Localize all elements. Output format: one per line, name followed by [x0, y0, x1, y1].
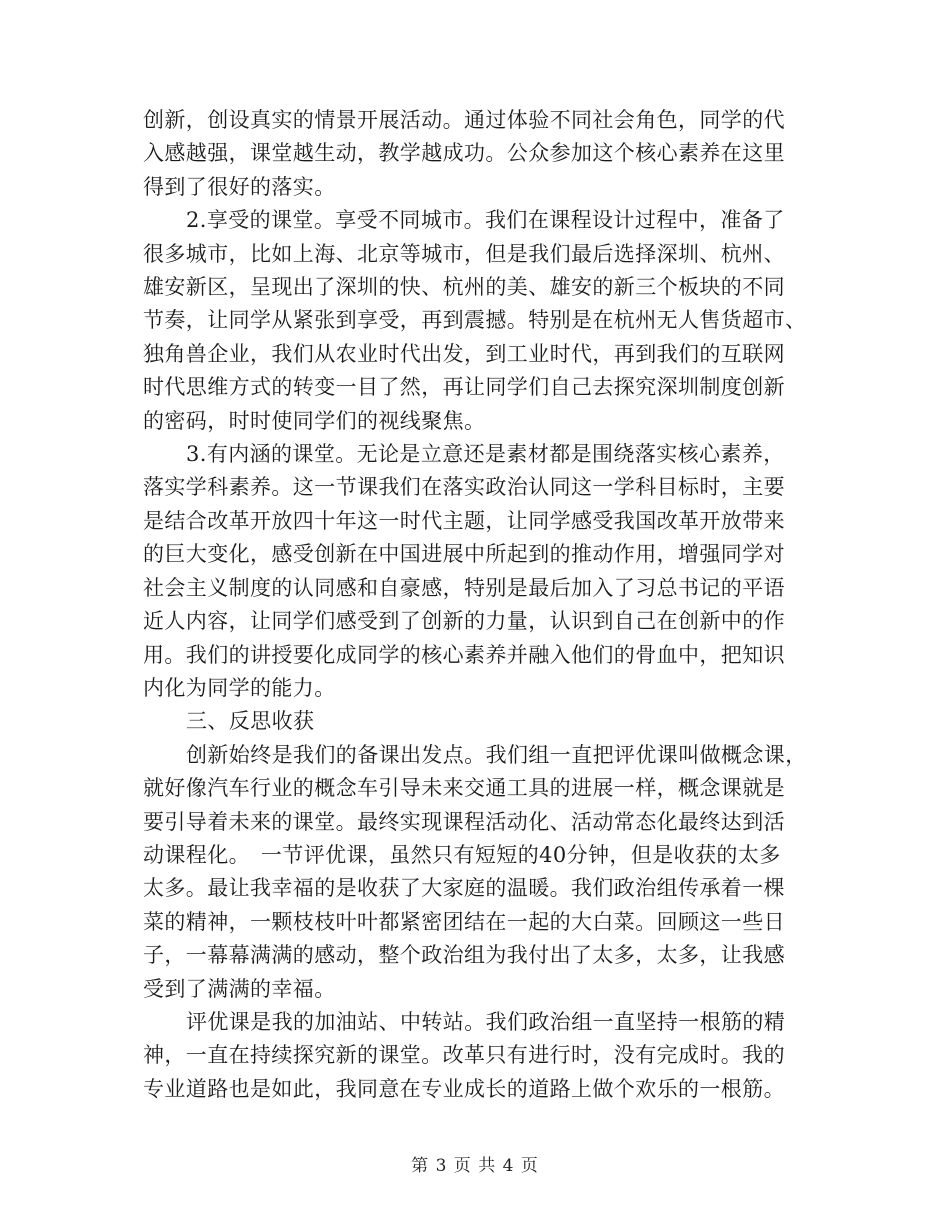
paragraph-meaningful-class: 3.有内涵的课堂。无论是立意还是素材都是围绕落实核心素养， 落实学科素养。这一节课我们在落实政治认同这一学科目标时，主要 是结合改革开放四十年这一时代主题，让同学感受我国改革开放带来 的巨大变化，感受创新在中国进展中所起到的推动作用，增强同学对 社会主义制度的认同感和自豪感，特别是最后加入了习总书记的平语 近人内容，让同学们感受到了创新的力量，认识到自己在创新中的作 用。我们的讲授要化成同学的核心素养并融入他们的骨血中，把知识 内化为同学的能力。 [143, 442, 785, 700]
paragraph-continuation: 创新，创设真实的情景开展活动。通过体验不同社会角色，同学的代 入感越强，课堂越生动，教学越成功。公众参加这个核心素养在这里 得到了很好的落实。 [143, 108, 785, 199]
document-body [143, 104, 811, 1106]
paragraph-innovation: 创新始终是我们的备课出发点。我们组一直把评优课叫做概念课， 就好像汽车行业的概念车引导未来交通工具的进展一样，概念课就是 要引导着未来的课堂。最终实现课程活动化、活动常态化最终达到活 动课程化。 一节评优课，虽然只有短短的40分钟，但是收获的太多 太多。最让我幸福的是收获了大家庭的温暖。我们政治组传承着一棵 菜的精神，一颗枝枝叶叶都紧密团结在一起的大白菜。回顾这一些日 子，一幕幕满满的感动，整个政治组为我付出了太多，太多，让我感 受到了满满的幸福。 [143, 742, 807, 1001]
page-number-footer: 第 3 页 共 4 页 [411, 1156, 539, 1176]
paragraph-enjoyable-class: 2.享受的课堂。享受不同城市。我们在课程设计过程中，准备了 很多城市，比如上海、北京等城市，但是我们最后选择深圳、杭州、 雄安新区，呈现出了深圳的快、杭州的美、雄安的新三个板块的不同 节奏，让同学从紧张到享受，再到震撼。特别是在杭州无人售货超市、 独角兽企业，我们从农业时代出发，到工业时代，再到我们的互联网 时代思维方式的转变一目了然，再让同学们自己去探究深圳制度创新 的密码，时时使同学们的视线聚焦。 [143, 208, 807, 433]
paragraph-gas-station: 评优课是我的加油站、中转站。我们政治组一直坚持一根筋的精 神，一直在持续探究新的课堂。改革只有进行时，没有完成时。我的 专业道路也是如此，我同意在专业成长的道路上做个欢乐的一根筋。 [143, 1009, 786, 1101]
section-heading-reflection: 三、反思收获 [186, 709, 315, 734]
